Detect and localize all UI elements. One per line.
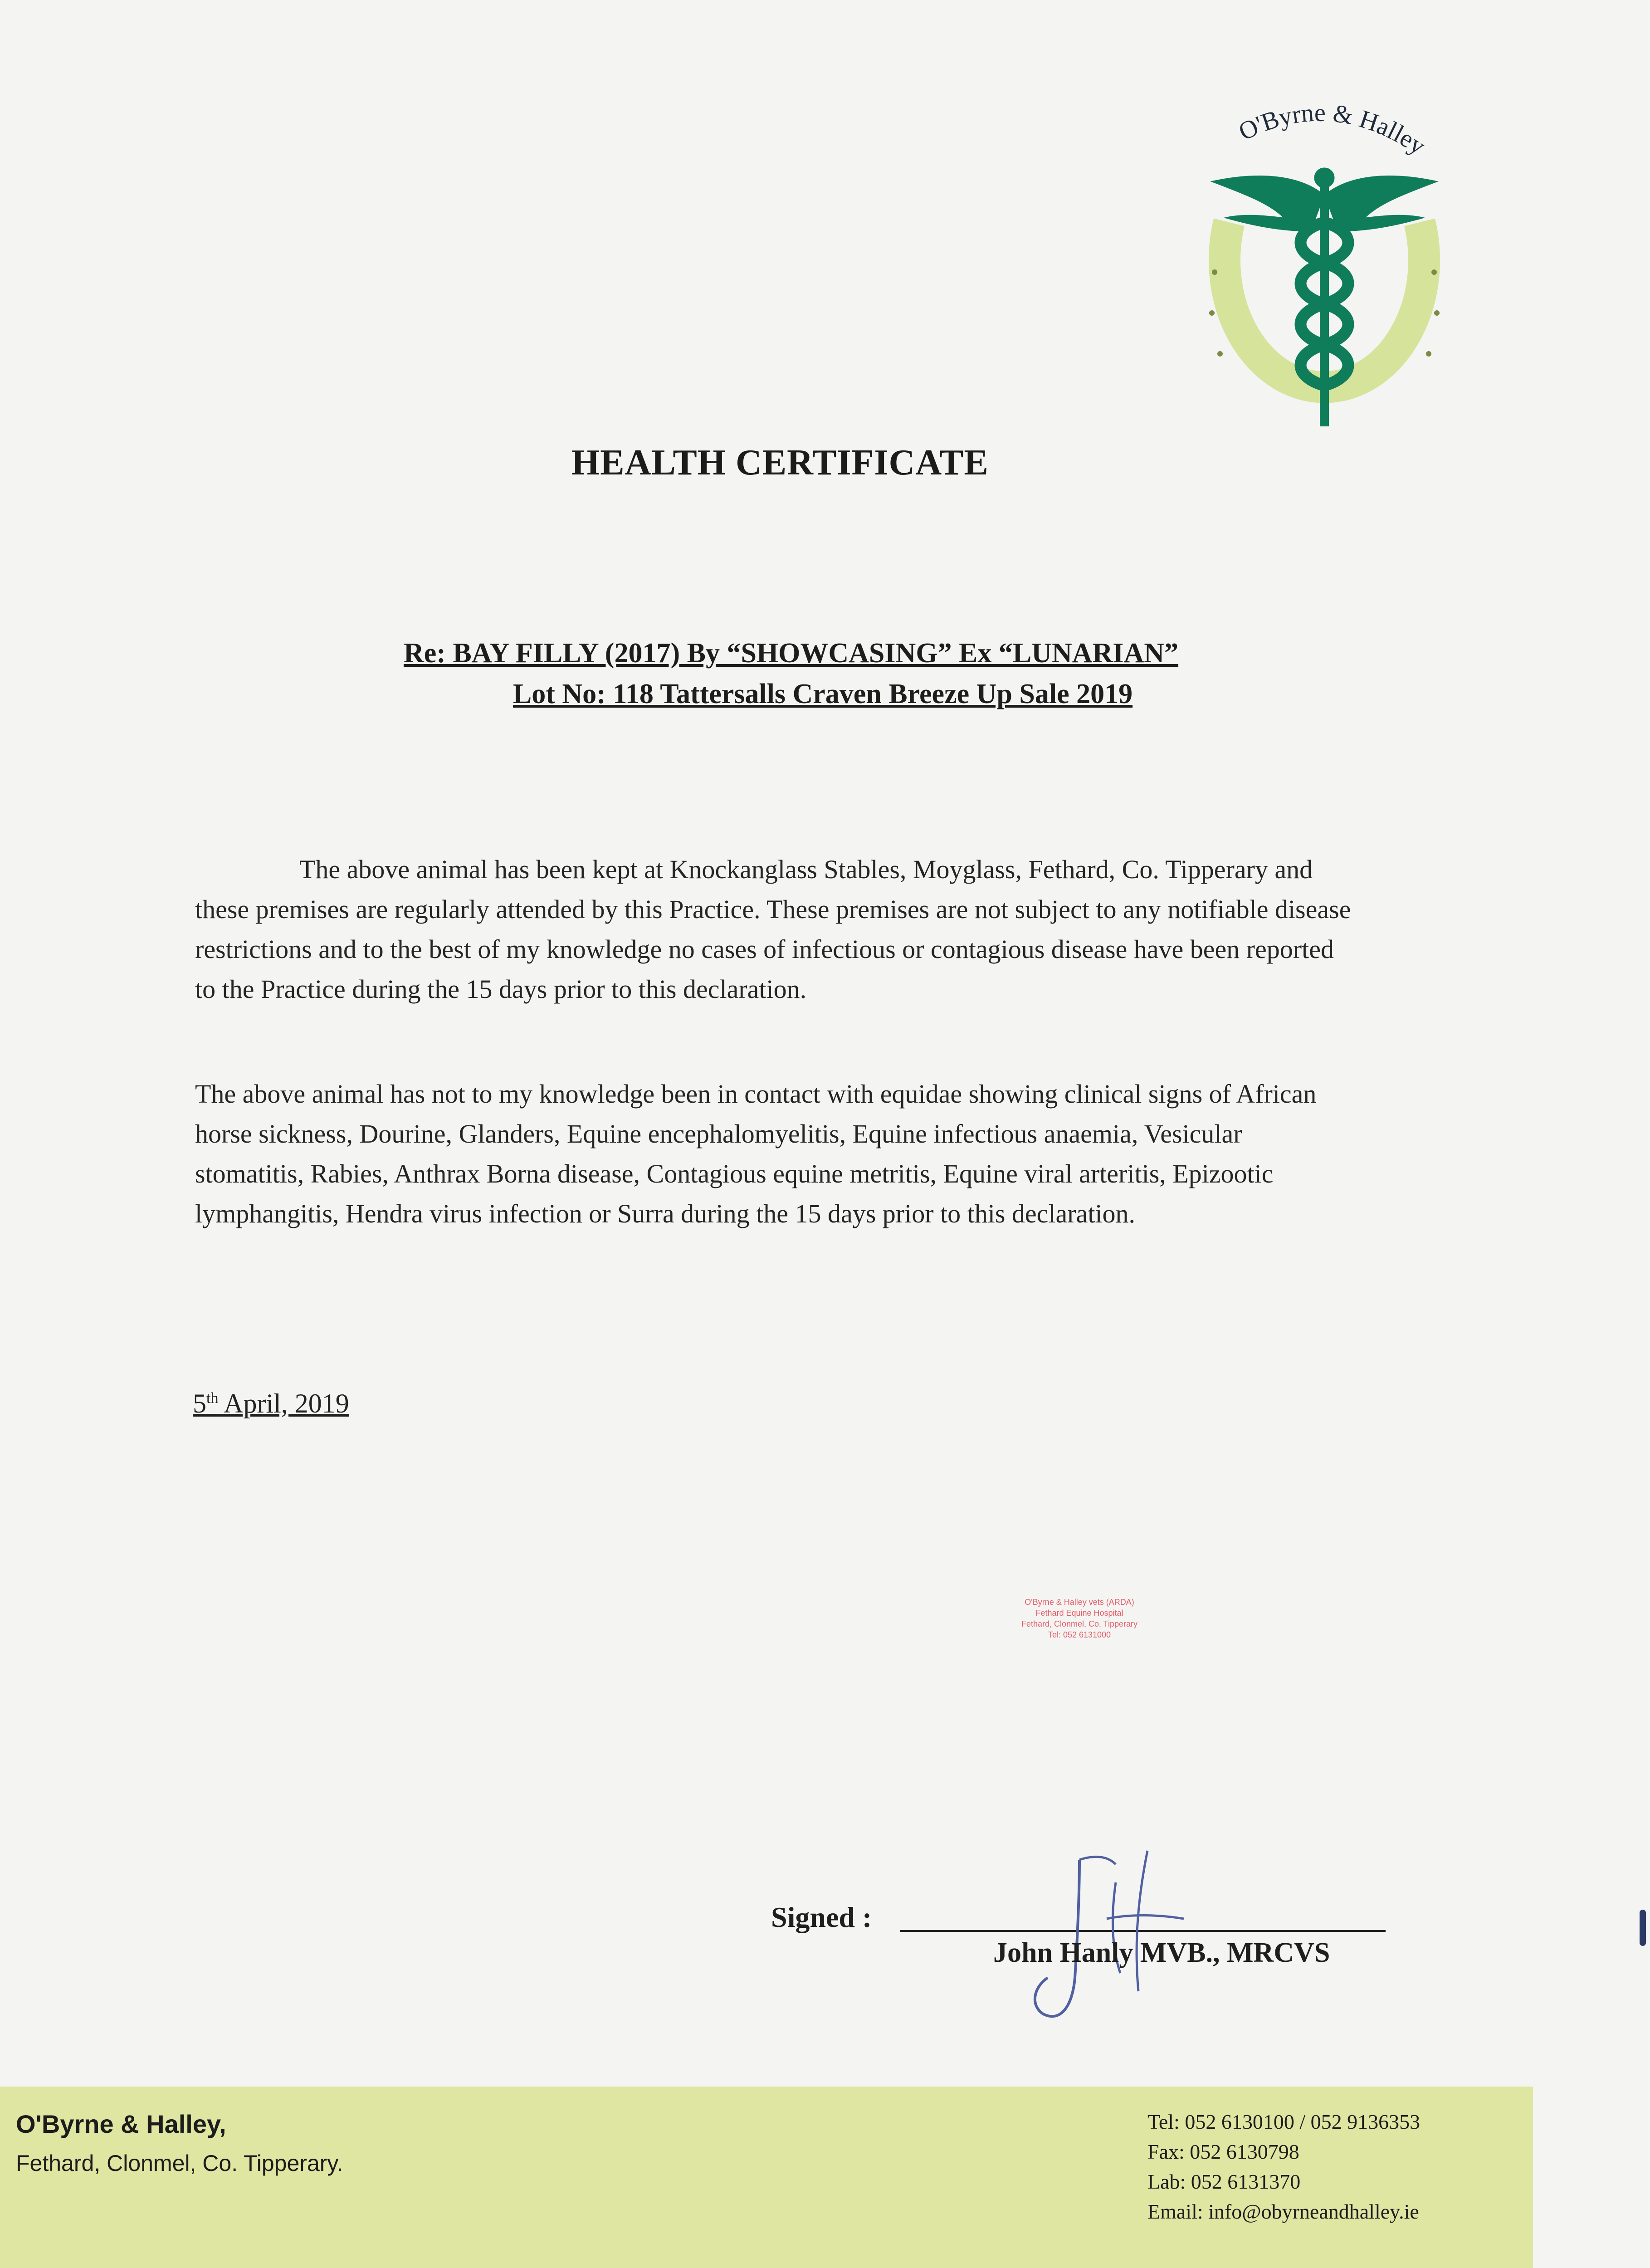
logo-text: O'Byrne & Halley [1234,98,1431,161]
subject-line-animal: Re: BAY FILLY (2017) By “SHOWCASING” Ex “LUNARIAN” [403,638,1179,669]
signer-name: John Hanly MVB., MRCVS [993,1937,1330,1968]
signed-label: Signed : [771,1901,872,1933]
subject-block [0,633,1650,714]
stamp-line: O'Byrne & Halley vets (ARDA) [1025,1598,1134,1607]
contact-lab: Lab: 052 6131370 [1147,2170,1301,2193]
practice-logo [1161,59,1488,435]
stamp-line: Fethard, Clonmel, Co. Tipperary [1021,1619,1138,1628]
body-paragraph-contact: The above animal has not to my knowledge been in contact with equidae showing clinical signs of African horse sickness, Dourine, Glanders, Equine encephalomyelitis, Equine infectious anaemia, Vesicular stomatitis, Rabies, Anthrax Borna disease, Contagious equine metritis, Equine viral arteritis, Epizootic lymphangitis, Hendra virus infection or Surra during the 15 days prior to this declaration. [195,1079,1317,1228]
footer-practice-name: O'Byrne & Halley, [16,2110,226,2138]
practice-stamp [980,1597,1179,1640]
declaration-date [193,1388,349,1419]
contact-email[interactable]: Email: info@obyrneandhalley.ie [1147,2200,1419,2223]
contact-fax: Fax: 052 6130798 [1147,2140,1299,2163]
date-suffix: th [206,1390,219,1407]
contact-phone: Tel: 052 6130100 / 052 9136353 [1147,2110,1421,2133]
document-title: HEALTH CERTIFICATE [571,443,989,483]
body-paragraph-premises: The above animal has been kept at Knockanglass Stables, Moyglass, Fethard, Co. Tipperary and these premises are regularly attended by this Practice. These premises are not subject to any notifiable disease restrictions and to the best of my knowledge no cases of infectious or contagious disease have been reported to the Practice during the 15 days prior to this declaration. [195,855,1351,1004]
stamp-line: Fethard Equine Hospital [1035,1608,1123,1618]
subject-line-lot: Lot No: 118 Tattersalls Craven Breeze Up Sale 2019 [513,679,1133,709]
scan-mark [1640,1910,1646,1946]
footer-address: Fethard, Clonmel, Co. Tipperary. [16,2151,343,2176]
footer-contacts [1147,2107,1420,2227]
stamp-line: Tel: 052 6131000 [1048,1630,1111,1639]
date-rest: April, 2019 [218,1388,349,1418]
date-day: 5 [193,1388,206,1418]
